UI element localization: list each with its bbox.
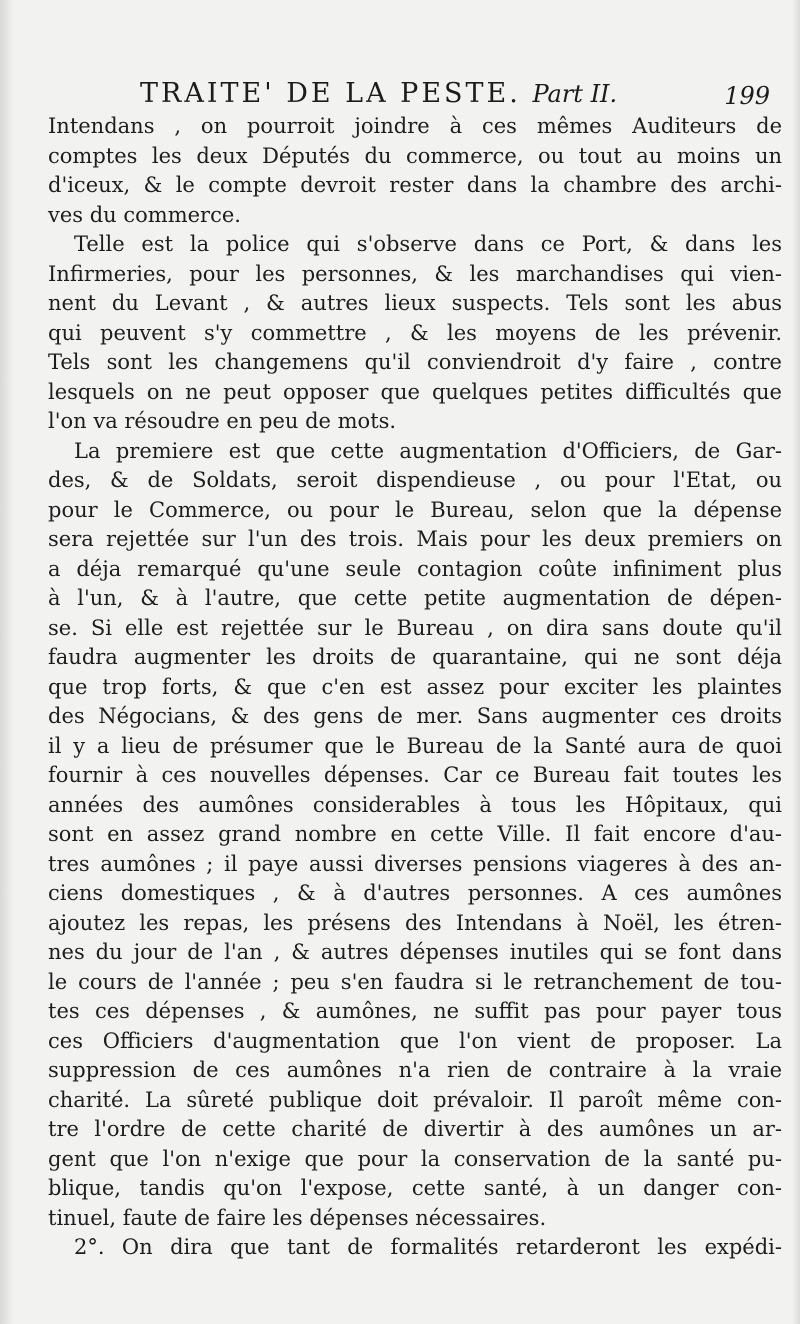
- text-line: le cours de l'année ; peu s'en faudra si le retranchement de tou-: [48, 969, 782, 994]
- text-line: ves du commerce.: [48, 202, 241, 227]
- text-line: tre l'ordre de cette charité de divertir à des aumônes un ar-: [48, 1117, 782, 1141]
- text-line: qui peuvent s'y commettre , & les moyens de les prévenir.: [48, 320, 782, 345]
- running-title: [140, 78, 617, 109]
- text-line: l'on va résoudre en peu de mots.: [48, 409, 397, 433]
- text-line: des Négocians, & des gens de mer. Sans augmenter ces droits: [48, 704, 782, 728]
- text-line: Infirmeries, pour les personnes, & les marchandises qui vien-: [48, 261, 782, 286]
- text-line: a déja remarqué qu'une seule contagion coûte infiniment plus: [48, 556, 782, 581]
- text-line: 2°. On dira que tant de formalités retarderont les expédi-: [74, 1235, 782, 1259]
- text-line: ajoutez les repas, les présens des Intendans à Noël, les étren-: [48, 910, 782, 935]
- text-line: à l'un, & à l'autre, que cette petite augmentation de dépen-: [48, 586, 782, 610]
- text-line: se. Si elle est rejettée sur le Bureau , on dira sans doute qu'il: [48, 615, 782, 640]
- text-line: tres aumônes ; il paye aussi diverses pensions viageres à des an-: [48, 851, 782, 876]
- text-line: lesquels on ne peut opposer que quelques petites difficultés que: [48, 379, 782, 404]
- text-line: années des aumônes considerables à tous les Hôpitaux, qui: [48, 792, 782, 817]
- body-text: [48, 112, 782, 1263]
- text-line: charité. La sûreté publique doit prévaloir. Il paroît même con-: [48, 1087, 782, 1112]
- text-line: nent du Levant , & autres lieux suspects. Tels sont les abus: [48, 291, 782, 315]
- text-line: La premiere est que cette augmentation d'Officiers, de Gar-: [74, 438, 782, 463]
- text-line: tes ces dépenses , & aumônes, ne suffit pas pour payer tous: [48, 999, 782, 1023]
- paragraph: [48, 1233, 782, 1263]
- text-line: il y a lieu de présumer que le Bureau de la Santé aura de quoi: [48, 733, 782, 758]
- paragraph: [48, 437, 782, 1234]
- text-line: faudra augmenter les droits de quarantaine, qui ne sont déja: [48, 645, 782, 669]
- text-line: nes du jour de l'an , & autres dépenses inutiles qui se font dans: [48, 940, 782, 964]
- text-line: ciens domestiques , & à d'autres personnes. A ces aumônes: [48, 881, 782, 905]
- text-line: Telle est la police qui s'observe dans ce Port, & dans les: [74, 232, 782, 256]
- page-right-edge: [792, 0, 800, 1324]
- page-left-edge: [0, 0, 14, 1324]
- text-line: sont en assez grand nombre en cette Ville. Il fait encore d'au-: [48, 822, 782, 846]
- text-line: sera rejettée sur l'un des trois. Mais pour les deux premiers on: [48, 527, 782, 551]
- page-number: 199: [724, 82, 770, 110]
- text-line: comptes les deux Députés du commerce, ou tout au moins un: [48, 143, 782, 168]
- text-line: blique, tandis qu'on l'expose, cette santé, à un danger con-: [48, 1176, 782, 1200]
- paragraph: [48, 112, 782, 230]
- text-line: d'iceux, & le compte devroit rester dans la chambre des archi-: [48, 173, 782, 197]
- part-label: Part II.: [532, 80, 618, 108]
- text-line: que trop forts, & que c'en est assez pour exciter les plaintes: [48, 674, 782, 699]
- text-line: suppression de ces aumônes n'a rien de contraire à la vraie: [48, 1058, 782, 1082]
- text-line: gent que l'on n'exige que pour la conservation de la santé pu-: [48, 1146, 782, 1171]
- text-line: Tels sont les changemens qu'il conviendroit d'y faire , contre: [48, 350, 782, 374]
- text-line: Intendans , on pourroit joindre à ces mêmes Auditeurs de: [48, 114, 782, 138]
- text-line: ces Officiers d'augmentation que l'on vient de proposer. La: [48, 1028, 782, 1053]
- paragraph: [48, 230, 782, 437]
- text-line: des, & de Soldats, seroit dispendieuse , ou pour l'Etat, ou: [48, 468, 782, 492]
- text-line: pour le Commerce, ou pour le Bureau, selon que la dépense: [48, 497, 782, 522]
- text-line: tinuel, faute de faire les dépenses nécessaires.: [48, 1205, 547, 1230]
- text-line: fournir à ces nouvelles dépenses. Car ce Bureau fait toutes les: [48, 763, 782, 787]
- running-title-text: TRAITE' DE LA PESTE.: [140, 78, 521, 109]
